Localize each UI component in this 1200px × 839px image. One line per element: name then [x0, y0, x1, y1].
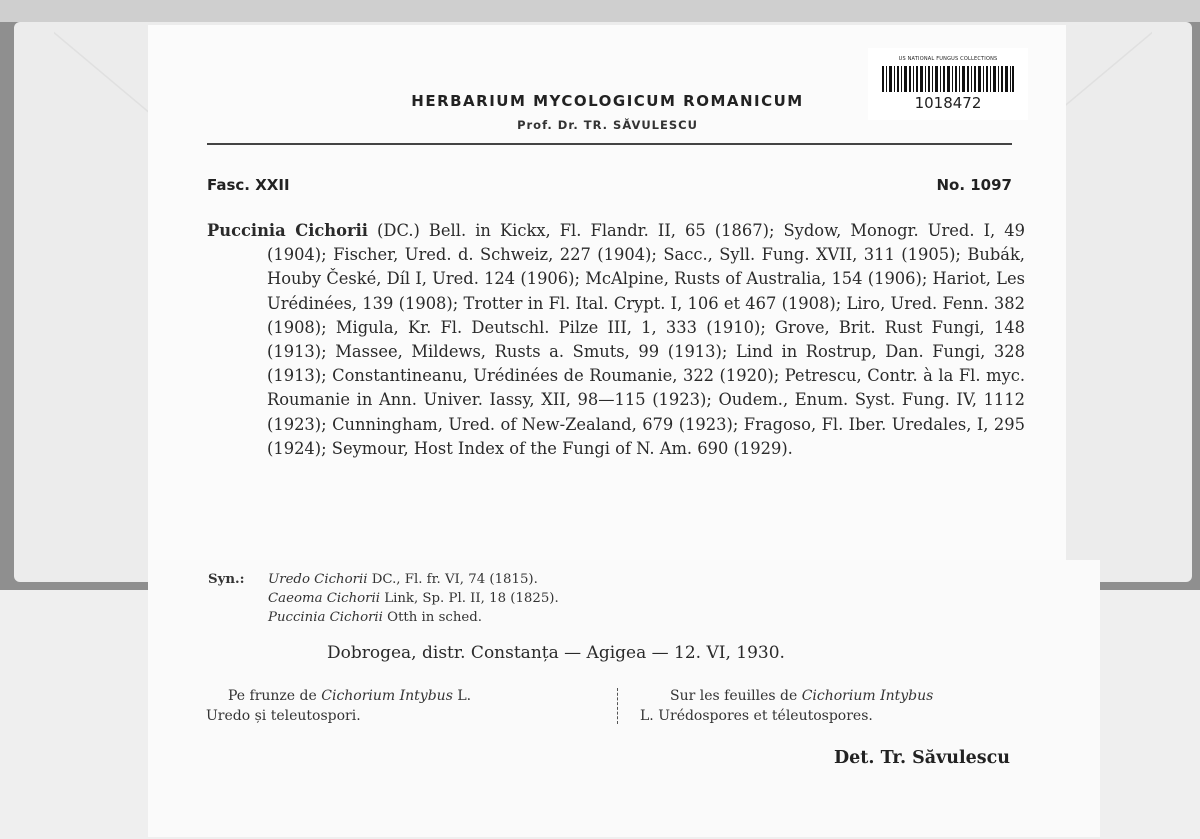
- synonyms-label: Syn.:: [208, 572, 245, 587]
- fascicle-label: Fasc. XXII: [207, 176, 290, 194]
- herbarium-title: HERBARIUM MYCOLOGICUM ROMANICUM: [411, 92, 804, 110]
- citation-block: [207, 219, 1025, 461]
- determiner: Det. Tr. Săvulescu: [834, 748, 1011, 768]
- synonyms-block: [208, 570, 559, 627]
- header-rule: [207, 143, 1012, 145]
- citation-text: (DC.) Bell. in Kickx, Fl. Flandr. II, 65 (1867); Sydow, Monogr. Ured. I, 49 (1904); Fischer, Ured. d. Schweiz, 227 (1904); Sacc., Syll. Fung. XVII, 311 (1905); Bubák, Houby České, Díl I, Ured. 124 (1906); McAlpine, Rusts of Australia, 154 (1906); Hariot, Les Urédinées, 139 (1908); Trotter in Fl. Ital. Crypt. I, 106 et 467 (1908); Liro, Ured. Fenn. 382 (1908); Migula, Kr. Fl. Deutschl. Pilze III, 1, 333 (1910); Grove, Brit. Rust Fungi, 148 (1913); Massee, Mildews, Rusts a. Smuts, 99 (1913); Lind in Rostrup, Dan. Fungi, 328 (1913); Constantineanu, Urédinées de Roumanie, 322 (1920); Petrescu, Contr. à la Fl. myc. Roumanie in Ann. Univer. Iassy, XII, 98—115 (1923); Oudem., Enum. Syst. Fung. IV, 1112 (1923); Cunningham, Ured. of New-Zealand, 679 (1923); Fragoso, Fl. Iber. Uredales, I, 295 (1924); Seymour, Host Index of the Fungi of N. Am. 690 (1929).: [267, 221, 1025, 458]
- synonym-ref: Link, Sp. Pl. II, 18 (1825).: [380, 591, 559, 606]
- barcode-icon: [882, 66, 1014, 92]
- synonym-row: [208, 608, 559, 627]
- specimen-number: No. 1097: [936, 176, 1012, 194]
- barcode-number: 1018472: [914, 94, 982, 112]
- column-divider: [617, 688, 619, 724]
- host-ro-spores: Uredo și teleutospori.: [206, 708, 361, 724]
- synonym-name: Puccinia Cichorii: [268, 610, 383, 625]
- host-romanian: [206, 686, 596, 726]
- synonym-name: Uredo Cichorii: [268, 572, 368, 587]
- host-fr-prefix: Sur les feuilles de: [670, 688, 802, 704]
- herbarium-subtitle: Prof. Dr. TR. SĂVULESCU: [517, 118, 698, 132]
- background-top: [0, 0, 1200, 22]
- host-french: [640, 686, 1050, 726]
- synonym-row: [208, 570, 559, 589]
- synonym-row: [208, 589, 559, 608]
- synonym-name: Caeoma Cichorii: [268, 591, 381, 606]
- host-ro-prefix: Pe frunze de: [228, 688, 322, 704]
- host-ro-suffix: L.: [452, 688, 472, 704]
- host-fr-name: Cichorium Intybus: [801, 688, 934, 704]
- collection-locality: Dobrogea, distr. Constanța — Agigea — 12. VI, 1930.: [327, 643, 785, 663]
- host-ro-name: Cichorium Intybus: [321, 688, 453, 704]
- synonym-ref: DC., Fl. fr. VI, 74 (1815).: [367, 572, 538, 587]
- synonym-ref: Otth in sched.: [382, 610, 483, 625]
- barcode-caption: US NATIONAL FUNGUS COLLECTIONS: [898, 56, 998, 62]
- host-fr-spores: L. Urédospores et téleutospores.: [640, 708, 873, 724]
- barcode-sticker: [868, 48, 1028, 120]
- species-name: Puccinia Cichorii: [207, 221, 368, 240]
